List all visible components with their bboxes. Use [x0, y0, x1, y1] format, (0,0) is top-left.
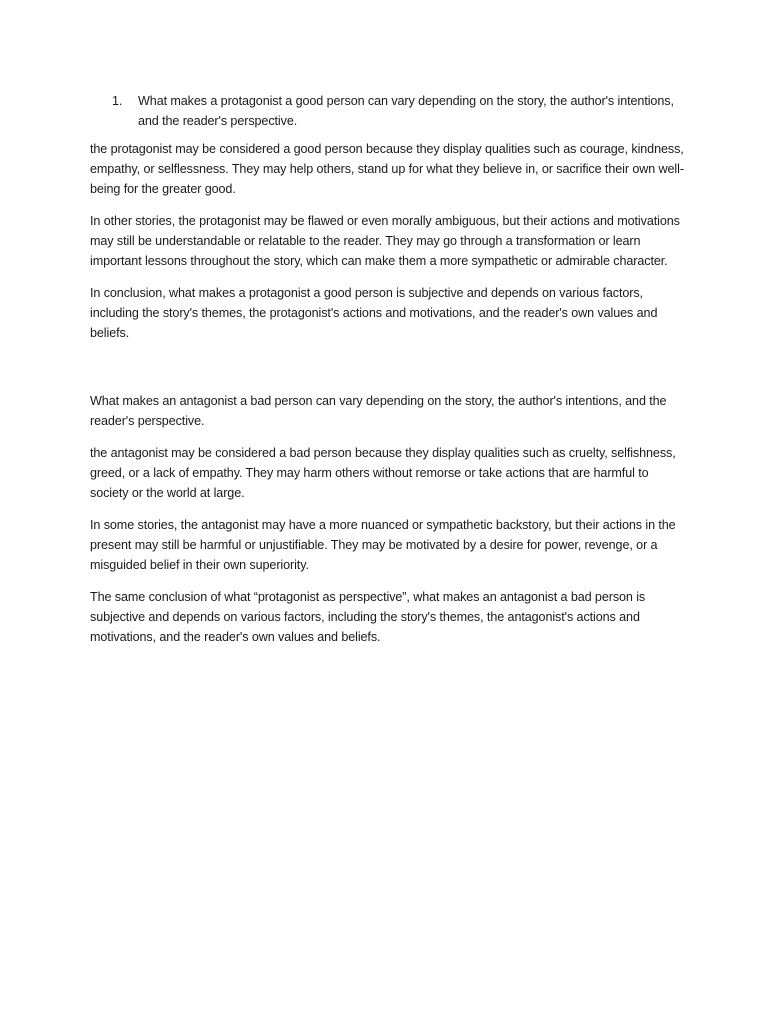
paragraph-protagonist-flawed: In other stories, the protagonist may be flawed or even morally ambiguous, but their actions and motivations may still be understandable or relatable to the reader. They may go through a transformation or learn important lessons throughout the story, which can make them a more sympathetic or admirable character. — [90, 214, 680, 268]
list-number: 1. — [112, 94, 123, 108]
section-spacer — [90, 355, 690, 391]
paragraph-protagonist-conclusion: In conclusion, what makes a protagonist a good person is subjective and depends on various factors, including the story's themes, the protagonist's actions and motivations, and the reader's own values and beliefs. — [90, 286, 658, 340]
paragraph-antagonist-intro: What makes an antagonist a bad person can vary depending on the story, the author's intentions, and the reader's perspective. — [90, 394, 667, 428]
paragraph-antagonist-conclusion: The same conclusion of what “protagonist as perspective”, what makes an antagonist a bad person is subjective and depends on various factors, including the story's themes, the antagonist's actions and motivations, and the reader's own values and beliefs. — [90, 590, 646, 644]
paragraph-antagonist-qualities: the antagonist may be considered a bad person because they display qualities such as cruelty, selfishness, greed, or a lack of empathy. They may harm others without remorse or take actions that are harmful to society or the world at large. — [90, 446, 676, 500]
paragraph-antagonist-backstory: In some stories, the antagonist may have a more nuanced or sympathetic backstory, but their actions in the present may still be harmful or unjustifiable. They may be motivated by a desire for power, revenge, or a misguided belief in their own superiority. — [90, 518, 676, 572]
numbered-list-item — [90, 91, 690, 131]
list-item-text: What makes a protagonist a good person can vary depending on the story, the author's intentions, and the reader's perspective. — [138, 94, 674, 128]
paragraph-protagonist-qualities: the protagonist may be considered a good person because they display qualities such as courage, kindness, empathy, or selflessness. They may help others, stand up for what they believe in, or sacrifice their own well-being for the greater good. — [90, 142, 684, 196]
document-body — [90, 91, 690, 659]
